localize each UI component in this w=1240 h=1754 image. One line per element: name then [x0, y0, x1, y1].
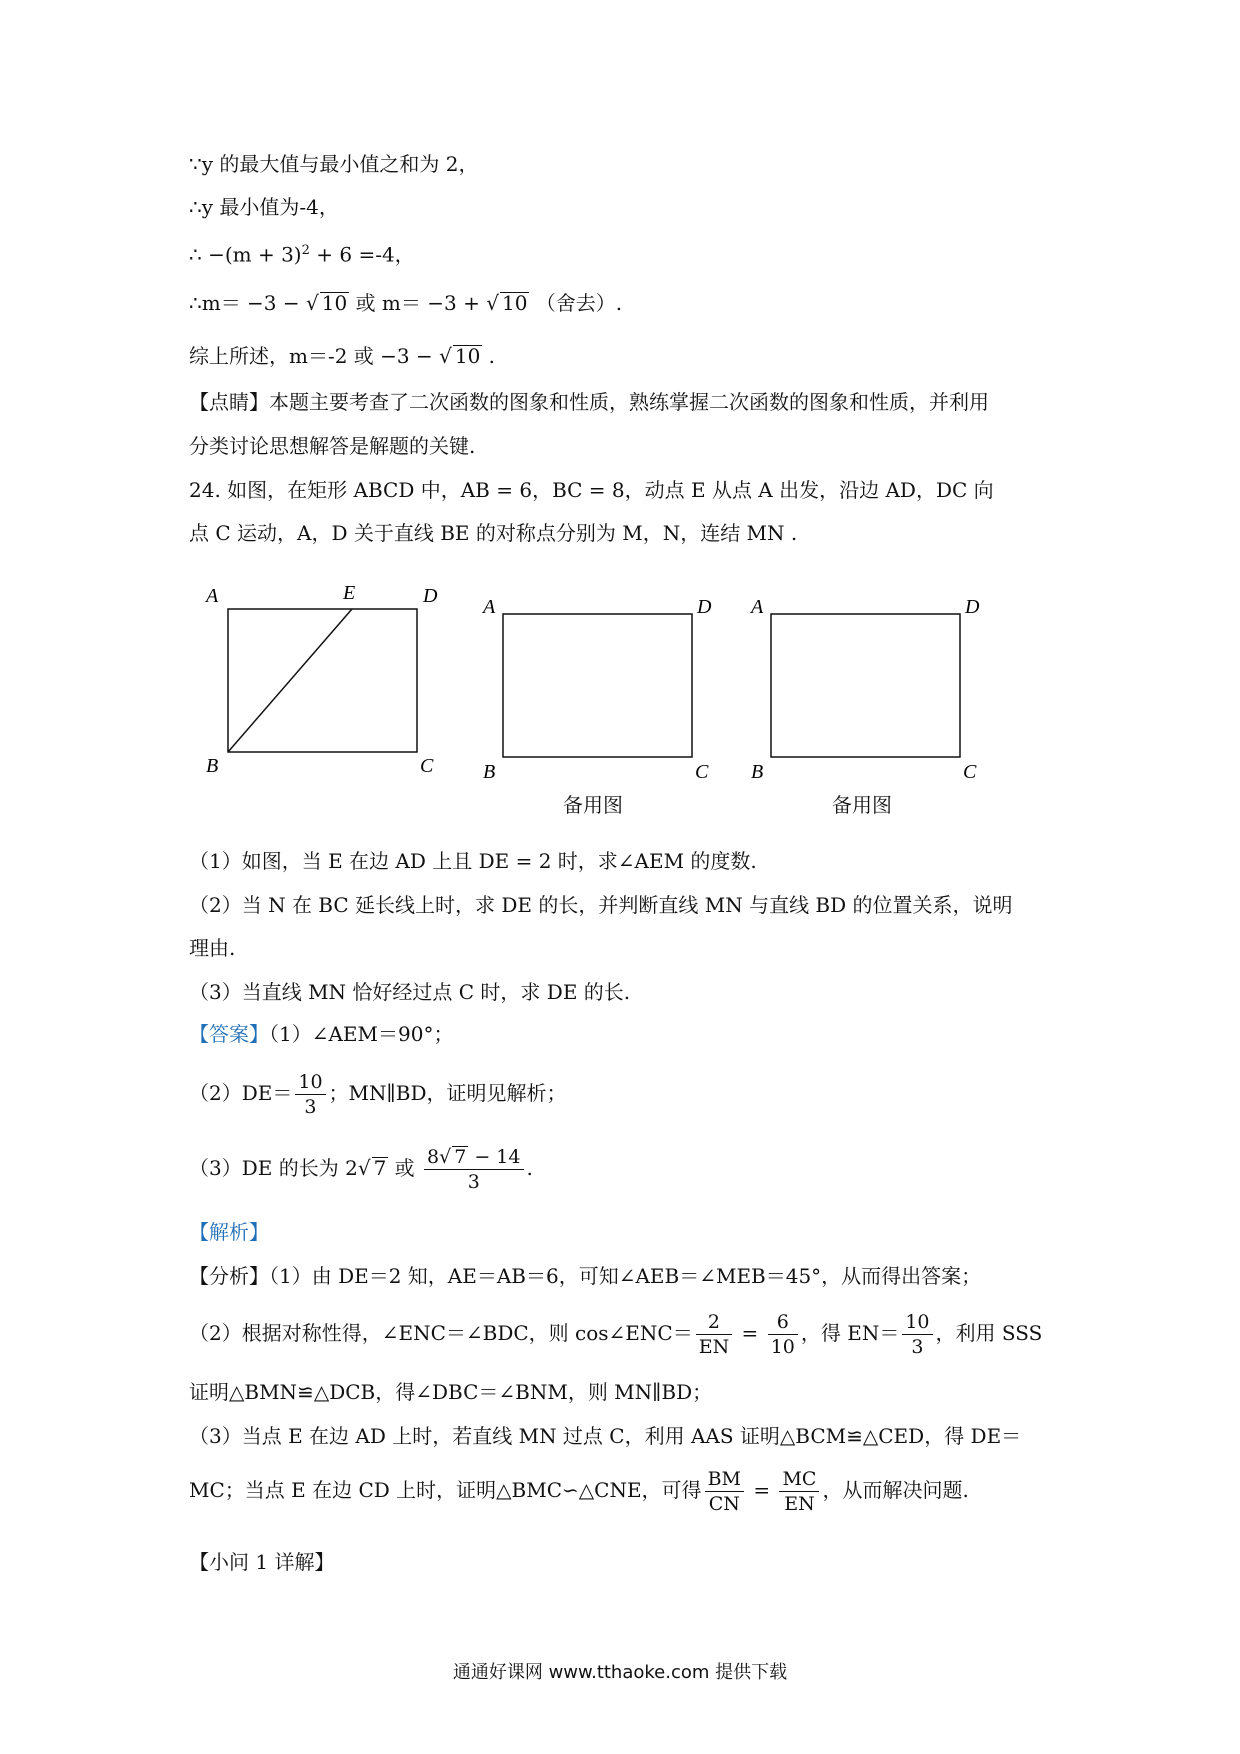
fraction-6-10: $\frac{6}{10}$ [768, 1310, 798, 1359]
figure-spare-2 [743, 585, 993, 789]
label-a: A [206, 585, 219, 607]
fraction-bm-cn: $\frac{BM}{CN}$ [705, 1467, 744, 1516]
fraction-10-3-b: $\frac{10}{3}$ [902, 1310, 932, 1359]
label-a: A [483, 596, 496, 618]
subquestion-2-cont: 理由. [189, 936, 236, 960]
analysis-2-c: ，利用 SSS [935, 1321, 1043, 1345]
analysis-2-a: （2）根据对称性得，∠ENC＝∠BDC，则 cos∠ENC＝ [189, 1321, 693, 1345]
analysis-2-b: ，得 EN＝ [800, 1321, 900, 1345]
line-3-exp: 2 [301, 243, 310, 258]
footer: 通通好课网 www.tthaoke.com 提供下载 [452, 1662, 788, 1683]
analysis-line-5 [189, 1462, 1069, 1518]
line-4-a: ∴m＝ −3 − [189, 291, 307, 315]
analysis-line-2 [189, 1305, 1069, 1361]
subquestion-2: （2）当 N 在 BC 延长线上时，求 DE 的长，并判断直线 MN 与直线 BD 的位置关系，说明 [189, 893, 1013, 917]
fraction-10-3: $\frac{10}{3}$ [295, 1070, 325, 1119]
line-4-sqrt2: 10 [501, 291, 528, 315]
line-3 [189, 237, 1069, 269]
analysis-line-4: （3）当点 E 在边 AD 上时，若直线 MN 过点 C，利用 AAS 证明△BCM≌△CED，得 DE＝ [189, 1424, 1022, 1448]
label-b: B [483, 761, 496, 783]
figure-main [200, 580, 450, 784]
equals: = [735, 1321, 765, 1345]
rectangle-abcd [771, 614, 960, 757]
label-c: C [420, 755, 434, 777]
answer-2-a: （2）DE＝ [189, 1081, 293, 1105]
line-2: ∴y 最小值为-4， [189, 195, 339, 219]
fraction-2-en: $\frac{2}{EN}$ [696, 1310, 733, 1359]
rectangle-abcd [503, 614, 692, 757]
answer-3-b: 或 [388, 1156, 422, 1180]
answer-1: （1）∠AEM＝90°； [269, 1022, 454, 1046]
sub-question-1-detail: 【小问 1 详解】 [189, 1550, 335, 1574]
analysis-tag: 【解析】 [189, 1220, 269, 1244]
line-3-c: + 6 =-4， [309, 242, 415, 267]
answer-3-a: （3）DE 的长为 2 [189, 1156, 358, 1180]
line-6: 【点睛】本题主要考查了二次函数的图象和性质，熟练掌握二次函数的图象和性质，并利用 [189, 390, 989, 414]
label-d: D [423, 585, 438, 607]
line-5: 综上所述，m＝-2 或 −3 − √ 10 . [189, 344, 496, 368]
line-5-a: 综上所述，m＝-2 或 −3 − [189, 344, 440, 368]
label-d: D [697, 596, 712, 618]
answer-3-c: . [526, 1156, 533, 1180]
answer-line-2 [189, 1065, 1069, 1121]
segment-be [228, 609, 352, 752]
question-24-line-1: 24. 如图，在矩形 ABCD 中，AB = 6，BC = 8，动点 E 从点 A 出发，沿边 AD，DC 向 [189, 478, 994, 502]
caption-spare-2: 备用图 [832, 793, 892, 817]
line-4: ∴m＝ −3 − √ 10 或 m＝ −3 + √ 10 （舍去）. [189, 291, 623, 315]
label-c: C [963, 761, 977, 783]
line-5-c: . [482, 344, 496, 368]
line-4-sqrt1: 10 [321, 291, 348, 315]
label-d: D [965, 596, 980, 618]
analysis-5-b: ，从而解决问题. [822, 1478, 969, 1502]
line-4-e: （舍去）. [529, 291, 623, 315]
line-4-c: 或 m＝ −3 + [349, 291, 487, 315]
subquestion-3: （3）当直线 MN 恰好经过点 C 时，求 DE 的长. [189, 980, 631, 1004]
fraction-mc-en: $\frac{MC}{EN}$ [779, 1467, 819, 1516]
fraction-answer-3: $\frac{8√ 7 - 14}{3}$ [424, 1145, 523, 1194]
line-3-a: ∴ −(m + 3) [189, 242, 302, 267]
question-24-line-2: 点 C 运动，A，D 关于直线 BE 的对称点分别为 M，N，连结 MN . [189, 521, 798, 545]
caption-spare-1: 备用图 [563, 793, 623, 817]
figure-spare-1 [475, 585, 725, 789]
analysis-line-3: 证明△BMN≌△DCB，得∠DBC＝∠BNM，则 MN∥BD； [189, 1380, 713, 1404]
line-1: ∵y 的最大值与最小值之和为 2， [189, 152, 479, 176]
label-b: B [751, 761, 764, 783]
equals-2: = [746, 1478, 777, 1502]
sqrt-7: 7 [373, 1156, 387, 1180]
label-e: E [343, 582, 356, 604]
analysis-line-1: 【分析】（1）由 DE＝2 知，AE＝AB＝6，可知∠AEB＝∠MEB＝45°，从而得出答案； [189, 1264, 982, 1288]
subquestion-1: （1）如图，当 E 在边 AD 上且 DE = 2 时，求∠AEM 的度数. [189, 849, 757, 873]
label-b: B [206, 755, 219, 777]
line-7: 分类讨论思想解答是解题的关键. [189, 434, 476, 458]
answer-line-3: （3）DE 的长为 2√ 7 或 $\frac{8√ 7 - 14}{3}$ . [189, 1146, 533, 1193]
answer-line-1 [189, 1020, 1069, 1048]
answer-2-b: ；MN∥BD，证明见解析； [328, 1081, 567, 1105]
label-a: A [751, 596, 764, 618]
line-5-sqrt: 10 [454, 344, 481, 368]
answer-tag: 【答案】 [189, 1022, 269, 1046]
rectangle-abcd [228, 609, 417, 752]
analysis-5-a: MC；当点 E 在边 CD 上时，证明△BMC∽△CNE，可得 [189, 1478, 702, 1502]
label-c: C [695, 761, 709, 783]
